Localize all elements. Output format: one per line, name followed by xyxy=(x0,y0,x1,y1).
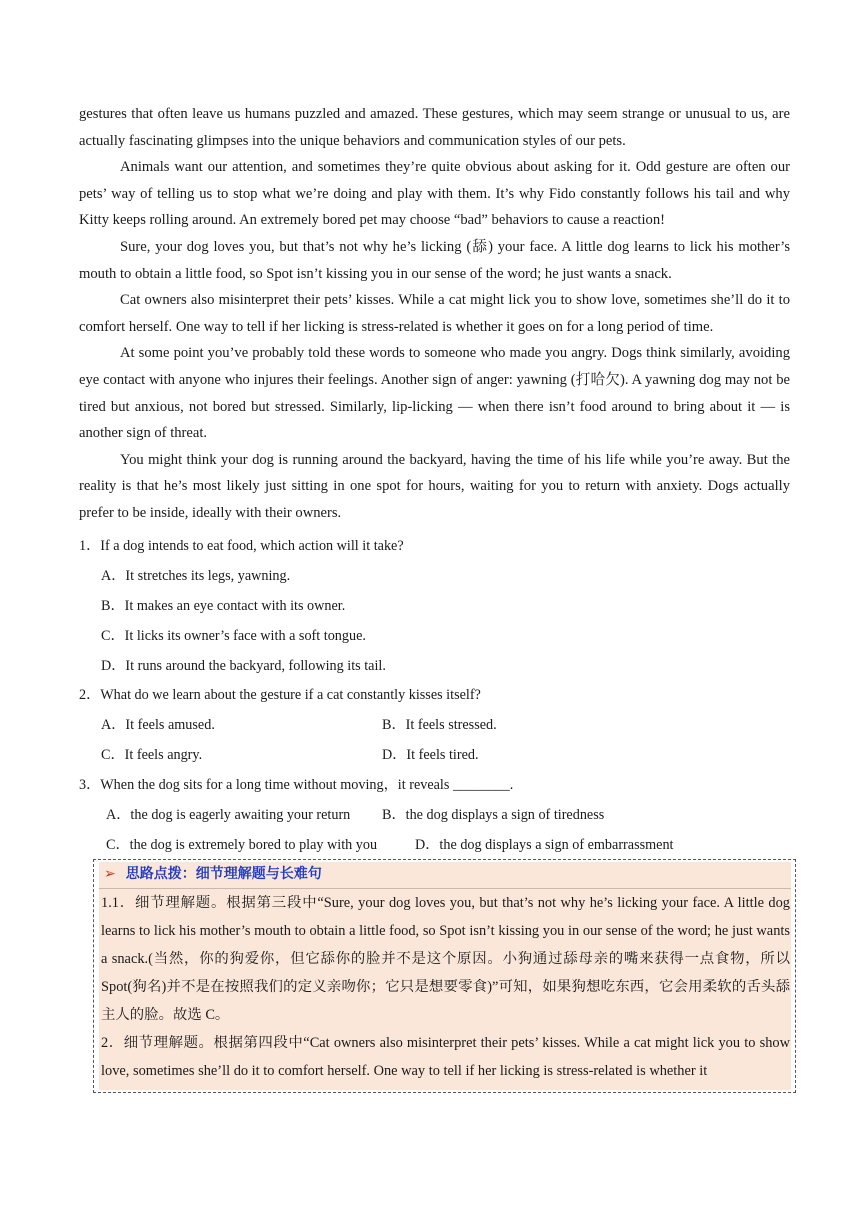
question-2-option-c: C．It feels angry. xyxy=(101,747,203,763)
question-2-option-a: A．It feels amused. xyxy=(101,717,215,733)
question-1-option-b: B．It makes an eye contact with its owner. xyxy=(101,598,346,614)
passage-paragraph: Cat owners also misinterpret their pets’ kisses. While a cat might lick you to show love, sometimes she’ll do it to comfort herself. One way to tell if her licking is stress-related is whether it goes on for a long period of time. xyxy=(79,292,790,335)
hint-title xyxy=(104,863,322,883)
passage-paragraph: Animals want our attention, and sometimes they’re quite obvious about asking for it. Odd gesture are often our pets’ way of telling us to stop what we’re doing and play with them. It’s why Fido constantly follows his tail and why Kitty keeps rolling around. An extremely bored pet may choose “bad” behaviors to cause a reaction! xyxy=(79,159,790,229)
hint-explanation xyxy=(101,889,790,1085)
question-1-option-c: C．It licks its owner’s face with a soft tongue. xyxy=(101,628,366,644)
question-3-stem: 3．When the dog sits for a long time without moving，it reveals ________. xyxy=(79,777,514,793)
passage-paragraph: You might think your dog is running around the backyard, having the time of his life while you’re away. But the reality is that he’s most likely just sitting in one spot for hours, waiting for you to return with anxiety. Dogs actually prefer to be inside, ideally with their owners. xyxy=(79,451,790,521)
question-3-option-c: C．the dog is extremely bored to play with you xyxy=(106,837,378,853)
question-3-option-b: B．the dog displays a sign of tiredness xyxy=(382,807,605,823)
reading-passage xyxy=(79,101,790,527)
hint-title-text: 思路点拨：细节理解题与长难句 xyxy=(125,866,322,882)
passage-paragraph: Sure, your dog loves you, but that’s not why he’s licking (舔) your face. A little dog learns to lick his mother’s mouth to obtain a little food, so Spot isn’t kissing you in our sense of the word; he just wants a snack. xyxy=(79,238,790,282)
arrow-bullet-icon: ➢ xyxy=(104,866,116,882)
question-3-option-a: A．the dog is eagerly awaiting your return xyxy=(106,807,351,823)
passage-paragraph: At some point you’ve probably told these words to someone who made you angry. Dogs think similarly, avoiding eye contact with anyone who injures their feelings. Another sign of anger: yawning (打哈欠). A yawning dog may not be tired but anxious, not bored but stressed. Similarly, lip-licking — when there isn’t food around to bring about it — is another sign of threat. xyxy=(79,345,790,442)
question-1-option-a: A．It stretches its legs, yawning. xyxy=(101,568,291,584)
question-2-option-d: D．It feels tired. xyxy=(382,747,479,763)
question-2-option-b: B．It feels stressed. xyxy=(382,717,497,733)
explanation-1: 1.1．细节理解题。根据第三段中“Sure, your dog loves you, but that’s not why he’s licking your face. A little dog learns to lick his mother’s mouth to obtain a little food, so Spot isn’t kissing you in our sense of the word; he just wants a snack.(当然，你的狗爱你，但它舔你的脸并不是这个原因。小狗通过舔母亲的嘴来获得一点食物，所以 Spot(狗名)并不是在按照我们的定义亲吻你；它只是想要零食)”可知，如果狗想吃东西，它会用柔软的舌头舔主人的脸。故选 C。 xyxy=(101,895,790,1023)
question-2-stem: 2．What do we learn about the gesture if a cat constantly kisses itself? xyxy=(79,687,481,703)
passage-paragraph: gestures that often leave us humans puzzled and amazed. These gestures, which may seem strange or unusual to us, are actually fascinating glimpses into the unique behaviors and communication styles of our pets. xyxy=(79,106,790,149)
question-3-option-d: D．the dog displays a sign of embarrassment xyxy=(415,837,674,853)
question-1-stem: 1．If a dog intends to eat food, which action will it take? xyxy=(79,538,404,554)
question-1-option-d: D．It runs around the backyard, following its tail. xyxy=(101,658,386,674)
explanation-2: 2．细节理解题。根据第四段中“Cat owners also misinterpret their pets’ kisses. While a cat might lick you to show love, sometimes she’ll do it to comfort herself. One way to tell if her licking is stress-related is whether it xyxy=(101,1035,790,1079)
